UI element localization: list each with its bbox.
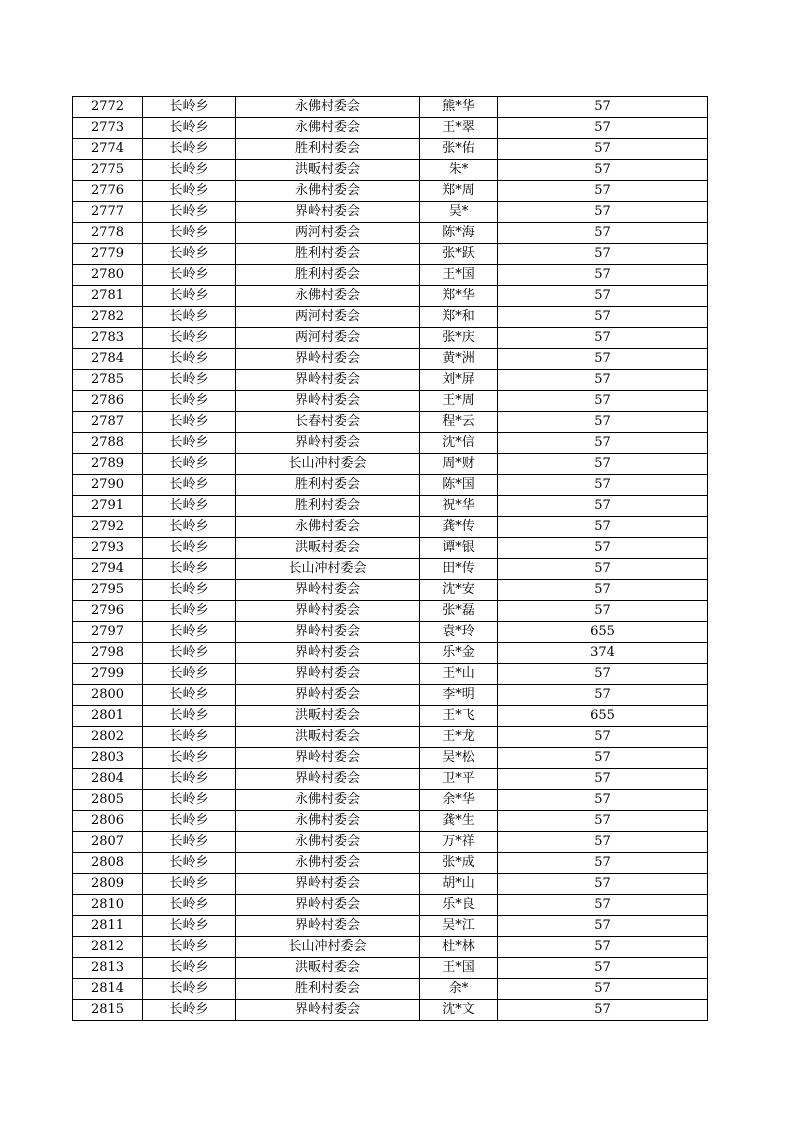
township-cell: 长岭乡 xyxy=(143,580,236,601)
township-cell: 长岭乡 xyxy=(143,349,236,370)
table-row xyxy=(73,496,708,517)
serial-number-cell: 2803 xyxy=(73,748,143,769)
village-committee-cell: 两河村委会 xyxy=(236,328,420,349)
township-cell: 长岭乡 xyxy=(143,727,236,748)
table-row xyxy=(73,874,708,895)
amount-cell: 655 xyxy=(498,622,708,643)
serial-number-cell: 2791 xyxy=(73,496,143,517)
village-committee-cell: 永佛村委会 xyxy=(236,181,420,202)
serial-number-cell: 2774 xyxy=(73,139,143,160)
person-name-cell: 张*佑 xyxy=(420,139,498,160)
person-name-cell: 吴* xyxy=(420,202,498,223)
serial-number-cell: 2785 xyxy=(73,370,143,391)
village-committee-cell: 界岭村委会 xyxy=(236,874,420,895)
amount-cell: 57 xyxy=(498,559,708,580)
amount-cell: 57 xyxy=(498,433,708,454)
serial-number-cell: 2789 xyxy=(73,454,143,475)
amount-cell: 57 xyxy=(498,328,708,349)
table-row xyxy=(73,181,708,202)
serial-number-cell: 2778 xyxy=(73,223,143,244)
roster-table xyxy=(72,96,708,1021)
amount-cell: 57 xyxy=(498,895,708,916)
table-row xyxy=(73,601,708,622)
table-row xyxy=(73,769,708,790)
village-committee-cell: 界岭村委会 xyxy=(236,769,420,790)
person-name-cell: 王*周 xyxy=(420,391,498,412)
person-name-cell: 乐*良 xyxy=(420,895,498,916)
amount-cell: 57 xyxy=(498,727,708,748)
township-cell: 长岭乡 xyxy=(143,265,236,286)
serial-number-cell: 2780 xyxy=(73,265,143,286)
township-cell: 长岭乡 xyxy=(143,181,236,202)
serial-number-cell: 2786 xyxy=(73,391,143,412)
person-name-cell: 袁*玲 xyxy=(420,622,498,643)
township-cell: 长岭乡 xyxy=(143,286,236,307)
amount-cell: 57 xyxy=(498,454,708,475)
person-name-cell: 黄*洲 xyxy=(420,349,498,370)
amount-cell: 57 xyxy=(498,832,708,853)
person-name-cell: 沈*文 xyxy=(420,1000,498,1021)
village-committee-cell: 界岭村委会 xyxy=(236,916,420,937)
table-row xyxy=(73,937,708,958)
amount-cell: 57 xyxy=(498,349,708,370)
table-row xyxy=(73,580,708,601)
township-cell: 长岭乡 xyxy=(143,559,236,580)
serial-number-cell: 2784 xyxy=(73,349,143,370)
serial-number-cell: 2793 xyxy=(73,538,143,559)
township-cell: 长岭乡 xyxy=(143,622,236,643)
village-committee-cell: 界岭村委会 xyxy=(236,664,420,685)
table-row xyxy=(73,811,708,832)
person-name-cell: 田*传 xyxy=(420,559,498,580)
amount-cell: 57 xyxy=(498,874,708,895)
table-row xyxy=(73,748,708,769)
village-committee-cell: 永佛村委会 xyxy=(236,832,420,853)
township-cell: 长岭乡 xyxy=(143,223,236,244)
village-committee-cell: 界岭村委会 xyxy=(236,622,420,643)
amount-cell: 57 xyxy=(498,601,708,622)
person-name-cell: 王*龙 xyxy=(420,727,498,748)
village-committee-cell: 洪畈村委会 xyxy=(236,958,420,979)
township-cell: 长岭乡 xyxy=(143,244,236,265)
person-name-cell: 余*华 xyxy=(420,790,498,811)
township-cell: 长岭乡 xyxy=(143,202,236,223)
table-row xyxy=(73,979,708,1000)
village-committee-cell: 两河村委会 xyxy=(236,307,420,328)
person-name-cell: 谭*银 xyxy=(420,538,498,559)
village-committee-cell: 界岭村委会 xyxy=(236,1000,420,1021)
table-row xyxy=(73,958,708,979)
serial-number-cell: 2787 xyxy=(73,412,143,433)
serial-number-cell: 2802 xyxy=(73,727,143,748)
serial-number-cell: 2809 xyxy=(73,874,143,895)
village-committee-cell: 两河村委会 xyxy=(236,223,420,244)
serial-number-cell: 2773 xyxy=(73,118,143,139)
township-cell: 长岭乡 xyxy=(143,937,236,958)
person-name-cell: 周*财 xyxy=(420,454,498,475)
township-cell: 长岭乡 xyxy=(143,958,236,979)
serial-number-cell: 2772 xyxy=(73,97,143,118)
village-committee-cell: 洪畈村委会 xyxy=(236,727,420,748)
amount-cell: 57 xyxy=(498,181,708,202)
table-row xyxy=(73,244,708,265)
serial-number-cell: 2781 xyxy=(73,286,143,307)
serial-number-cell: 2790 xyxy=(73,475,143,496)
village-committee-cell: 界岭村委会 xyxy=(236,748,420,769)
amount-cell: 57 xyxy=(498,811,708,832)
table-row xyxy=(73,664,708,685)
serial-number-cell: 2775 xyxy=(73,160,143,181)
township-cell: 长岭乡 xyxy=(143,601,236,622)
table-row xyxy=(73,370,708,391)
table-row xyxy=(73,685,708,706)
serial-number-cell: 2795 xyxy=(73,580,143,601)
serial-number-cell: 2811 xyxy=(73,916,143,937)
amount-cell: 57 xyxy=(498,223,708,244)
serial-number-cell: 2788 xyxy=(73,433,143,454)
table-row xyxy=(73,538,708,559)
village-committee-cell: 永佛村委会 xyxy=(236,118,420,139)
table-row xyxy=(73,916,708,937)
village-committee-cell: 界岭村委会 xyxy=(236,391,420,412)
village-committee-cell: 界岭村委会 xyxy=(236,202,420,223)
amount-cell: 57 xyxy=(498,769,708,790)
table-row xyxy=(73,706,708,727)
amount-cell: 655 xyxy=(498,706,708,727)
village-committee-cell: 胜利村委会 xyxy=(236,265,420,286)
person-name-cell: 郑*和 xyxy=(420,307,498,328)
township-cell: 长岭乡 xyxy=(143,874,236,895)
township-cell: 长岭乡 xyxy=(143,664,236,685)
table-row xyxy=(73,349,708,370)
person-name-cell: 余* xyxy=(420,979,498,1000)
person-name-cell: 吴*江 xyxy=(420,916,498,937)
amount-cell: 57 xyxy=(498,517,708,538)
person-name-cell: 万*祥 xyxy=(420,832,498,853)
amount-cell: 57 xyxy=(498,286,708,307)
village-committee-cell: 界岭村委会 xyxy=(236,895,420,916)
table-row xyxy=(73,118,708,139)
person-name-cell: 王*国 xyxy=(420,958,498,979)
person-name-cell: 祝*华 xyxy=(420,496,498,517)
township-cell: 长岭乡 xyxy=(143,790,236,811)
table-row xyxy=(73,622,708,643)
serial-number-cell: 2812 xyxy=(73,937,143,958)
township-cell: 长岭乡 xyxy=(143,1000,236,1021)
village-committee-cell: 界岭村委会 xyxy=(236,685,420,706)
amount-cell: 57 xyxy=(498,202,708,223)
table-row xyxy=(73,97,708,118)
village-committee-cell: 长山冲村委会 xyxy=(236,937,420,958)
person-name-cell: 刘*屏 xyxy=(420,370,498,391)
village-committee-cell: 胜利村委会 xyxy=(236,979,420,1000)
village-committee-cell: 洪畈村委会 xyxy=(236,538,420,559)
amount-cell: 57 xyxy=(498,538,708,559)
table-row xyxy=(73,853,708,874)
township-cell: 长岭乡 xyxy=(143,475,236,496)
person-name-cell: 熊*华 xyxy=(420,97,498,118)
amount-cell: 57 xyxy=(498,496,708,517)
township-cell: 长岭乡 xyxy=(143,328,236,349)
amount-cell: 57 xyxy=(498,958,708,979)
township-cell: 长岭乡 xyxy=(143,517,236,538)
township-cell: 长岭乡 xyxy=(143,454,236,475)
village-committee-cell: 永佛村委会 xyxy=(236,286,420,307)
table-row xyxy=(73,454,708,475)
amount-cell: 57 xyxy=(498,139,708,160)
person-name-cell: 胡*山 xyxy=(420,874,498,895)
village-committee-cell: 胜利村委会 xyxy=(236,244,420,265)
table-row xyxy=(73,223,708,244)
person-name-cell: 郑*华 xyxy=(420,286,498,307)
township-cell: 长岭乡 xyxy=(143,412,236,433)
person-name-cell: 张*磊 xyxy=(420,601,498,622)
amount-cell: 57 xyxy=(498,1000,708,1021)
serial-number-cell: 2783 xyxy=(73,328,143,349)
person-name-cell: 龚*生 xyxy=(420,811,498,832)
table-row xyxy=(73,475,708,496)
person-name-cell: 张*跃 xyxy=(420,244,498,265)
table-row xyxy=(73,895,708,916)
village-committee-cell: 界岭村委会 xyxy=(236,370,420,391)
person-name-cell: 吴*松 xyxy=(420,748,498,769)
township-cell: 长岭乡 xyxy=(143,832,236,853)
table-row xyxy=(73,643,708,664)
table-row xyxy=(73,265,708,286)
amount-cell: 57 xyxy=(498,307,708,328)
amount-cell: 57 xyxy=(498,580,708,601)
serial-number-cell: 2792 xyxy=(73,517,143,538)
person-name-cell: 张*庆 xyxy=(420,328,498,349)
serial-number-cell: 2810 xyxy=(73,895,143,916)
table-row xyxy=(73,286,708,307)
serial-number-cell: 2776 xyxy=(73,181,143,202)
township-cell: 长岭乡 xyxy=(143,769,236,790)
township-cell: 长岭乡 xyxy=(143,685,236,706)
person-name-cell: 王*飞 xyxy=(420,706,498,727)
village-committee-cell: 界岭村委会 xyxy=(236,349,420,370)
person-name-cell: 杜*林 xyxy=(420,937,498,958)
serial-number-cell: 2806 xyxy=(73,811,143,832)
person-name-cell: 张*成 xyxy=(420,853,498,874)
township-cell: 长岭乡 xyxy=(143,118,236,139)
township-cell: 长岭乡 xyxy=(143,496,236,517)
serial-number-cell: 2797 xyxy=(73,622,143,643)
amount-cell: 57 xyxy=(498,391,708,412)
person-name-cell: 沈*安 xyxy=(420,580,498,601)
amount-cell: 57 xyxy=(498,664,708,685)
amount-cell: 57 xyxy=(498,97,708,118)
person-name-cell: 乐*金 xyxy=(420,643,498,664)
village-committee-cell: 洪畈村委会 xyxy=(236,160,420,181)
amount-cell: 57 xyxy=(498,979,708,1000)
amount-cell: 57 xyxy=(498,916,708,937)
person-name-cell: 朱* xyxy=(420,160,498,181)
village-committee-cell: 长春村委会 xyxy=(236,412,420,433)
serial-number-cell: 2798 xyxy=(73,643,143,664)
township-cell: 长岭乡 xyxy=(143,307,236,328)
amount-cell: 57 xyxy=(498,265,708,286)
person-name-cell: 沈*信 xyxy=(420,433,498,454)
serial-number-cell: 2804 xyxy=(73,769,143,790)
table-row xyxy=(73,391,708,412)
township-cell: 长岭乡 xyxy=(143,916,236,937)
person-name-cell: 陈*海 xyxy=(420,223,498,244)
amount-cell: 57 xyxy=(498,685,708,706)
serial-number-cell: 2801 xyxy=(73,706,143,727)
township-cell: 长岭乡 xyxy=(143,895,236,916)
township-cell: 长岭乡 xyxy=(143,370,236,391)
table-row xyxy=(73,559,708,580)
person-name-cell: 陈*国 xyxy=(420,475,498,496)
amount-cell: 57 xyxy=(498,160,708,181)
table-row xyxy=(73,307,708,328)
township-cell: 长岭乡 xyxy=(143,391,236,412)
serial-number-cell: 2782 xyxy=(73,307,143,328)
serial-number-cell: 2815 xyxy=(73,1000,143,1021)
table-row xyxy=(73,202,708,223)
person-name-cell: 王*翠 xyxy=(420,118,498,139)
amount-cell: 374 xyxy=(498,643,708,664)
township-cell: 长岭乡 xyxy=(143,748,236,769)
village-committee-cell: 洪畈村委会 xyxy=(236,706,420,727)
table-row xyxy=(73,790,708,811)
table-row xyxy=(73,328,708,349)
village-committee-cell: 永佛村委会 xyxy=(236,790,420,811)
village-committee-cell: 界岭村委会 xyxy=(236,433,420,454)
village-committee-cell: 长山冲村委会 xyxy=(236,559,420,580)
person-name-cell: 程*云 xyxy=(420,412,498,433)
amount-cell: 57 xyxy=(498,412,708,433)
township-cell: 长岭乡 xyxy=(143,139,236,160)
person-name-cell: 王*山 xyxy=(420,664,498,685)
village-committee-cell: 界岭村委会 xyxy=(236,643,420,664)
serial-number-cell: 2799 xyxy=(73,664,143,685)
table-row xyxy=(73,160,708,181)
person-name-cell: 龚*传 xyxy=(420,517,498,538)
township-cell: 长岭乡 xyxy=(143,97,236,118)
serial-number-cell: 2794 xyxy=(73,559,143,580)
township-cell: 长岭乡 xyxy=(143,538,236,559)
village-committee-cell: 长山冲村委会 xyxy=(236,454,420,475)
village-committee-cell: 界岭村委会 xyxy=(236,580,420,601)
serial-number-cell: 2800 xyxy=(73,685,143,706)
township-cell: 长岭乡 xyxy=(143,433,236,454)
serial-number-cell: 2805 xyxy=(73,790,143,811)
amount-cell: 57 xyxy=(498,748,708,769)
person-name-cell: 李*明 xyxy=(420,685,498,706)
village-committee-cell: 永佛村委会 xyxy=(236,811,420,832)
table-row xyxy=(73,832,708,853)
table-row xyxy=(73,433,708,454)
village-committee-cell: 永佛村委会 xyxy=(236,97,420,118)
serial-number-cell: 2796 xyxy=(73,601,143,622)
township-cell: 长岭乡 xyxy=(143,160,236,181)
amount-cell: 57 xyxy=(498,853,708,874)
township-cell: 长岭乡 xyxy=(143,979,236,1000)
amount-cell: 57 xyxy=(498,937,708,958)
amount-cell: 57 xyxy=(498,790,708,811)
table-row xyxy=(73,412,708,433)
person-name-cell: 郑*周 xyxy=(420,181,498,202)
table-row xyxy=(73,517,708,538)
township-cell: 长岭乡 xyxy=(143,811,236,832)
township-cell: 长岭乡 xyxy=(143,643,236,664)
roster-table-body xyxy=(73,97,708,1021)
village-committee-cell: 永佛村委会 xyxy=(236,853,420,874)
township-cell: 长岭乡 xyxy=(143,706,236,727)
person-name-cell: 卫*平 xyxy=(420,769,498,790)
village-committee-cell: 永佛村委会 xyxy=(236,517,420,538)
serial-number-cell: 2814 xyxy=(73,979,143,1000)
township-cell: 长岭乡 xyxy=(143,853,236,874)
person-name-cell: 王*国 xyxy=(420,265,498,286)
village-committee-cell: 界岭村委会 xyxy=(236,601,420,622)
village-committee-cell: 胜利村委会 xyxy=(236,475,420,496)
amount-cell: 57 xyxy=(498,370,708,391)
village-committee-cell: 胜利村委会 xyxy=(236,496,420,517)
table-row xyxy=(73,727,708,748)
serial-number-cell: 2807 xyxy=(73,832,143,853)
amount-cell: 57 xyxy=(498,244,708,265)
serial-number-cell: 2777 xyxy=(73,202,143,223)
village-committee-cell: 胜利村委会 xyxy=(236,139,420,160)
table-row xyxy=(73,1000,708,1021)
serial-number-cell: 2779 xyxy=(73,244,143,265)
serial-number-cell: 2813 xyxy=(73,958,143,979)
amount-cell: 57 xyxy=(498,118,708,139)
serial-number-cell: 2808 xyxy=(73,853,143,874)
table-row xyxy=(73,139,708,160)
amount-cell: 57 xyxy=(498,475,708,496)
